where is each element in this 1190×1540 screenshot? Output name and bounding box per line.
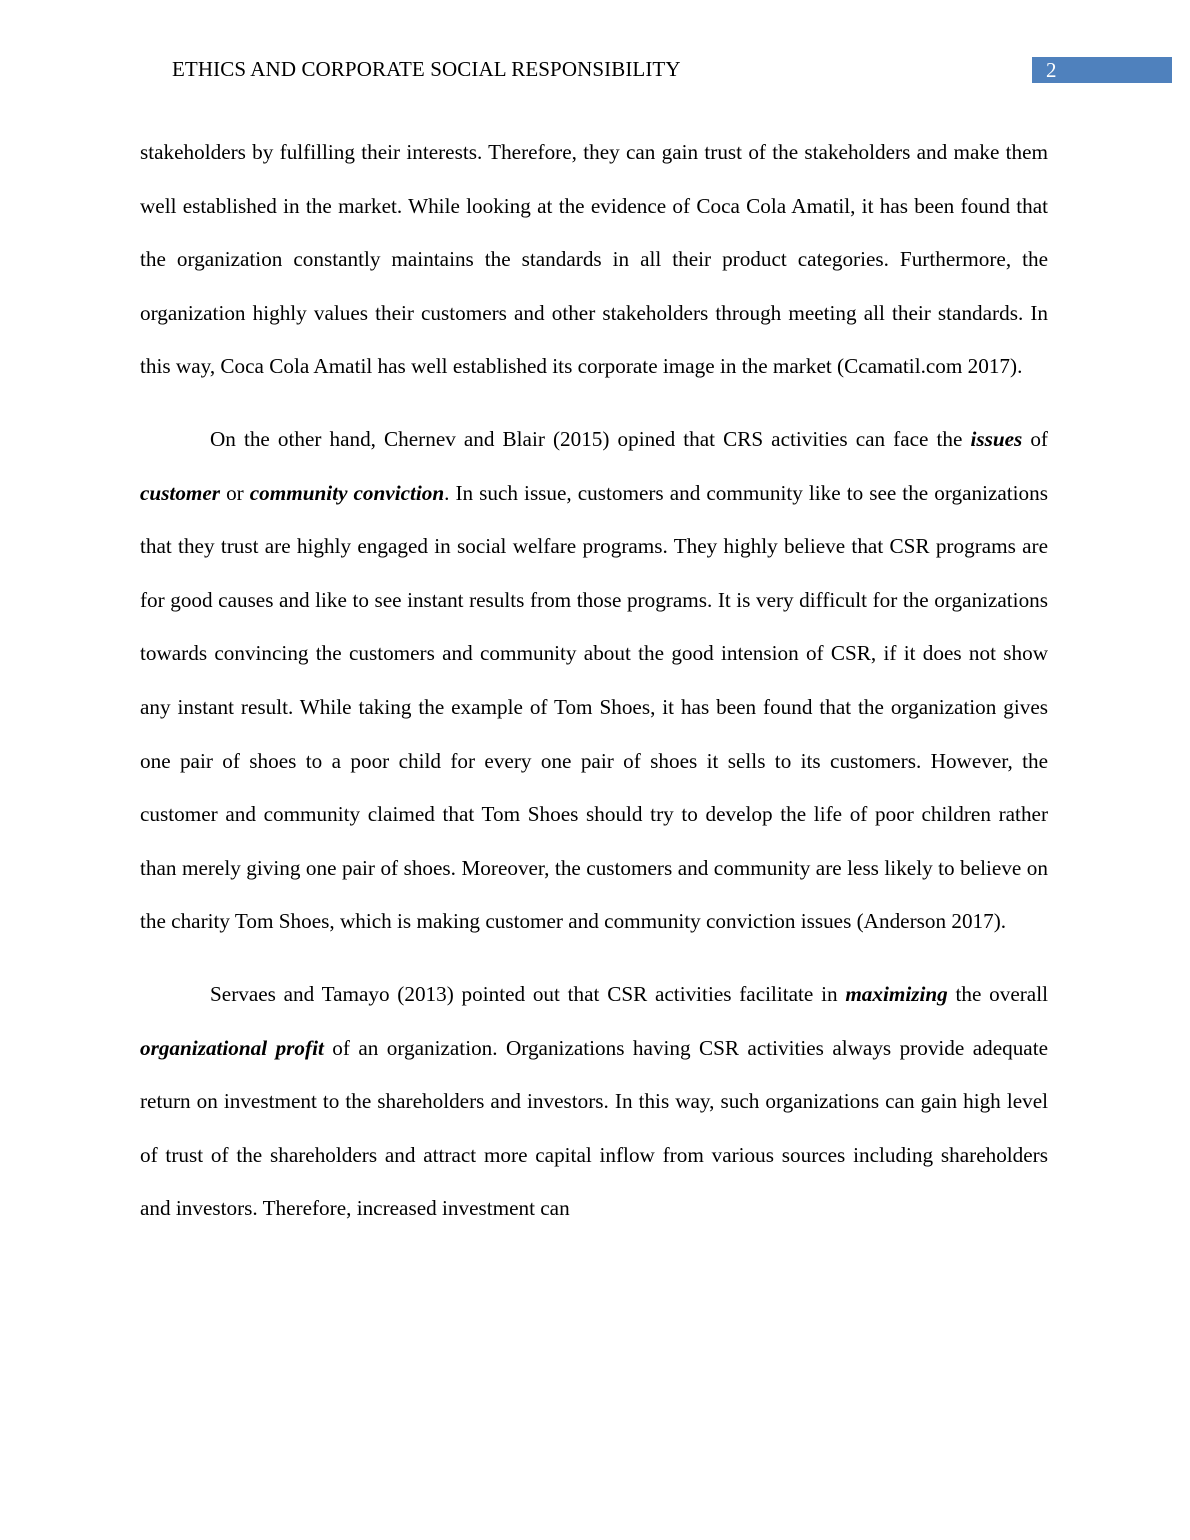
paragraph-2 [140, 413, 1048, 949]
paragraph-3-text-part: Servaes and Tamayo (2013) pointed out that CSR activities facilitate in [210, 981, 846, 1006]
paragraph-2-text-part: . In such issue, customers and community like to see the organizations that they trust are highly engaged in social welfare programs. They highly believe that CSR programs are for good causes and like to see instant results from those programs. It is very difficult for the organizations towards convincing the customers and community about the good intension of CSR, if it does not show any instant result. While taking the example of Tom Shoes, it has been found that the organization gives one pair of shoes to a poor child for every one pair of shoes it sells to its customers. However, the customer and community claimed that Tom Shoes should try to develop the life of poor children rather than merely giving one pair of shoes. Moreover, the customers and community are less likely to believe on the charity Tom Shoes, which is making customer and community conviction issues (Anderson 2017). [140, 480, 1048, 934]
paragraph-3-text-part: of an organization. Organizations having CSR activities always provide adequate return on investment to the shareholders and investors. In this way, such organizations can gain high level of trust of the shareholders and attract more capital inflow from various sources including shareholders and investors. Therefore, increased investment can [140, 1035, 1048, 1221]
emphasis-customer: customer [140, 480, 221, 505]
emphasis-organizational-profit: organizational profit [140, 1035, 324, 1060]
paragraph-1: stakeholders by fulfilling their interests. Therefore, they can gain trust of the stakeholders and make them well established in the market. While looking at the evidence of Coca Cola Amatil, it has been found that the organization constantly maintains the standards in all their product categories. Furthermore, the organization highly values their customers and other stakeholders through meeting all their standards. In this way, Coca Cola Amatil has well established its corporate image in the market (Ccamatil.com 2017). [140, 140, 1048, 379]
paragraph-2-text-part: or [220, 480, 250, 505]
paragraph-2-text-part: On the other hand, Chernev and Blair (2015) opined that CRS activities can face the [210, 426, 971, 451]
paragraph-3-text-part: the overall [947, 981, 1048, 1006]
paragraph-2-text-part: of [1022, 426, 1048, 451]
emphasis-community-conviction: community conviction [249, 480, 445, 505]
emphasis-maximizing: maximizing [845, 981, 948, 1006]
document-body [140, 126, 1048, 1255]
page-number-badge [1032, 57, 1172, 83]
emphasis-issues: issues [970, 426, 1023, 451]
paragraph-3 [140, 968, 1048, 1236]
page-number: 2 [1046, 58, 1057, 82]
running-header-title: ETHICS AND CORPORATE SOCIAL RESPONSIBILITY [172, 57, 681, 81]
